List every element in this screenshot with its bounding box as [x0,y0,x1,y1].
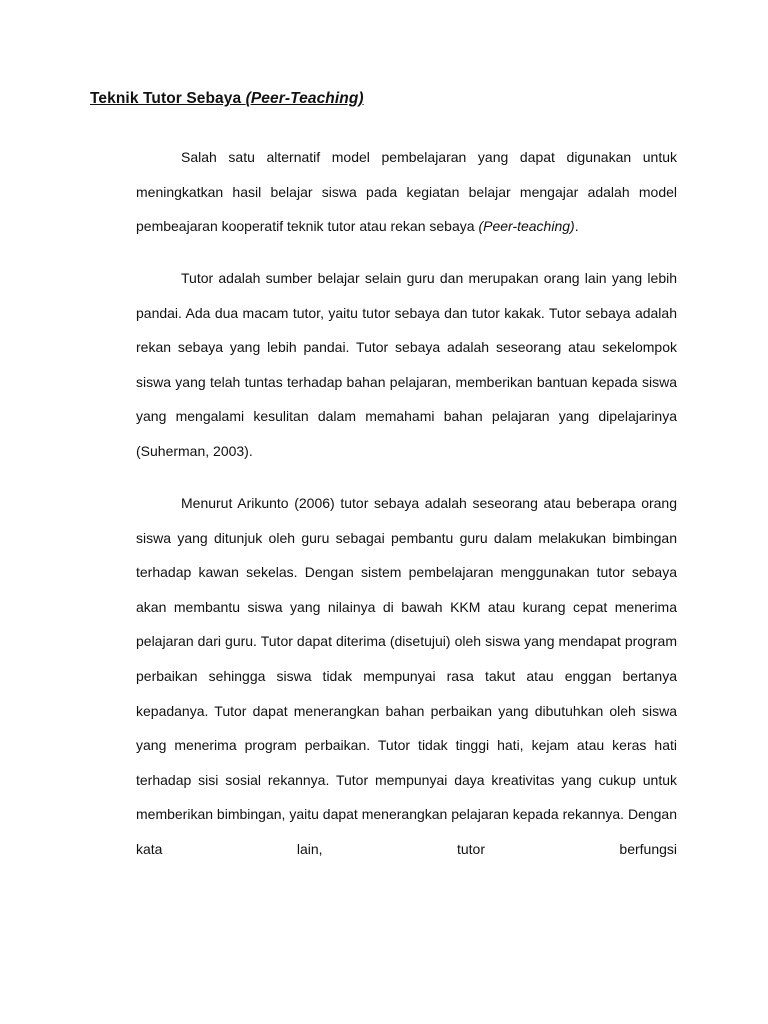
title-italic-text: (Peer-Teaching) [245,90,364,107]
document-title [90,90,364,108]
paragraph-1-text: Salah satu alternatif model pembelajaran yang dapat digunakan untuk meningkatkan hasil belajar siswa pada kegiatan belajar mengajar adalah model pembeajaran kooperatif teknik tutor atau rekan sebaya [136,149,677,235]
paragraph-1 [136,140,677,244]
paragraph-1-italic-text: (Peer-teaching) [478,218,575,235]
paragraph-3 [136,486,677,867]
paragraph-2-text: Tutor adalah sumber belajar selain guru dan merupakan orang lain yang lebih pandai. Ada dua macam tutor, yaitu tutor sebaya dan tutor kakak. Tutor sebaya adalah rekan sebaya yang lebih pandai. Tutor sebaya adalah seseorang atau sekelompok siswa yang telah tuntas terhadap bahan pelajaran, memberikan bantuan kepada siswa yang mengalami kesulitan dalam memahami bahan pelajaran yang dipelajarinya (Suherman, 2003). [136,270,677,459]
paragraph-1-end-text: . [574,218,579,235]
paragraph-3-text: Menurut Arikunto (2006) tutor sebaya adalah seseorang atau beberapa orang siswa yang ditunjuk oleh guru sebagai pembantu guru dalam melakukan bimbingan terhadap kawan sekelas. Dengan sistem pembelajaran menggunakan tutor sebaya akan membantu siswa yang nilainya di bawah KKM atau kurang cepat menerima pelajaran dari guru. Tutor dapat diterima (disetujui) oleh siswa yang mendapat program perbaikan sehingga siswa tidak mempunyai rasa takut atau enggan bertanya kepadanya. Tutor dapat menerangkan bahan perbaikan yang dibutuhkan oleh siswa yang menerima program perbaikan. Tutor tidak tinggi hati, kejam atau keras hati terhadap sisi sosial rekannya. Tutor mempunyai daya kreativitas yang cukup untuk memberikan bimbingan, yaitu dapat menerangkan pelajaran kepada rekannya. Dengan kata lain, tutor berfungsi [136,495,677,857]
title-main-text: Teknik Tutor Sebaya [90,90,246,107]
paragraph-2 [136,261,677,469]
